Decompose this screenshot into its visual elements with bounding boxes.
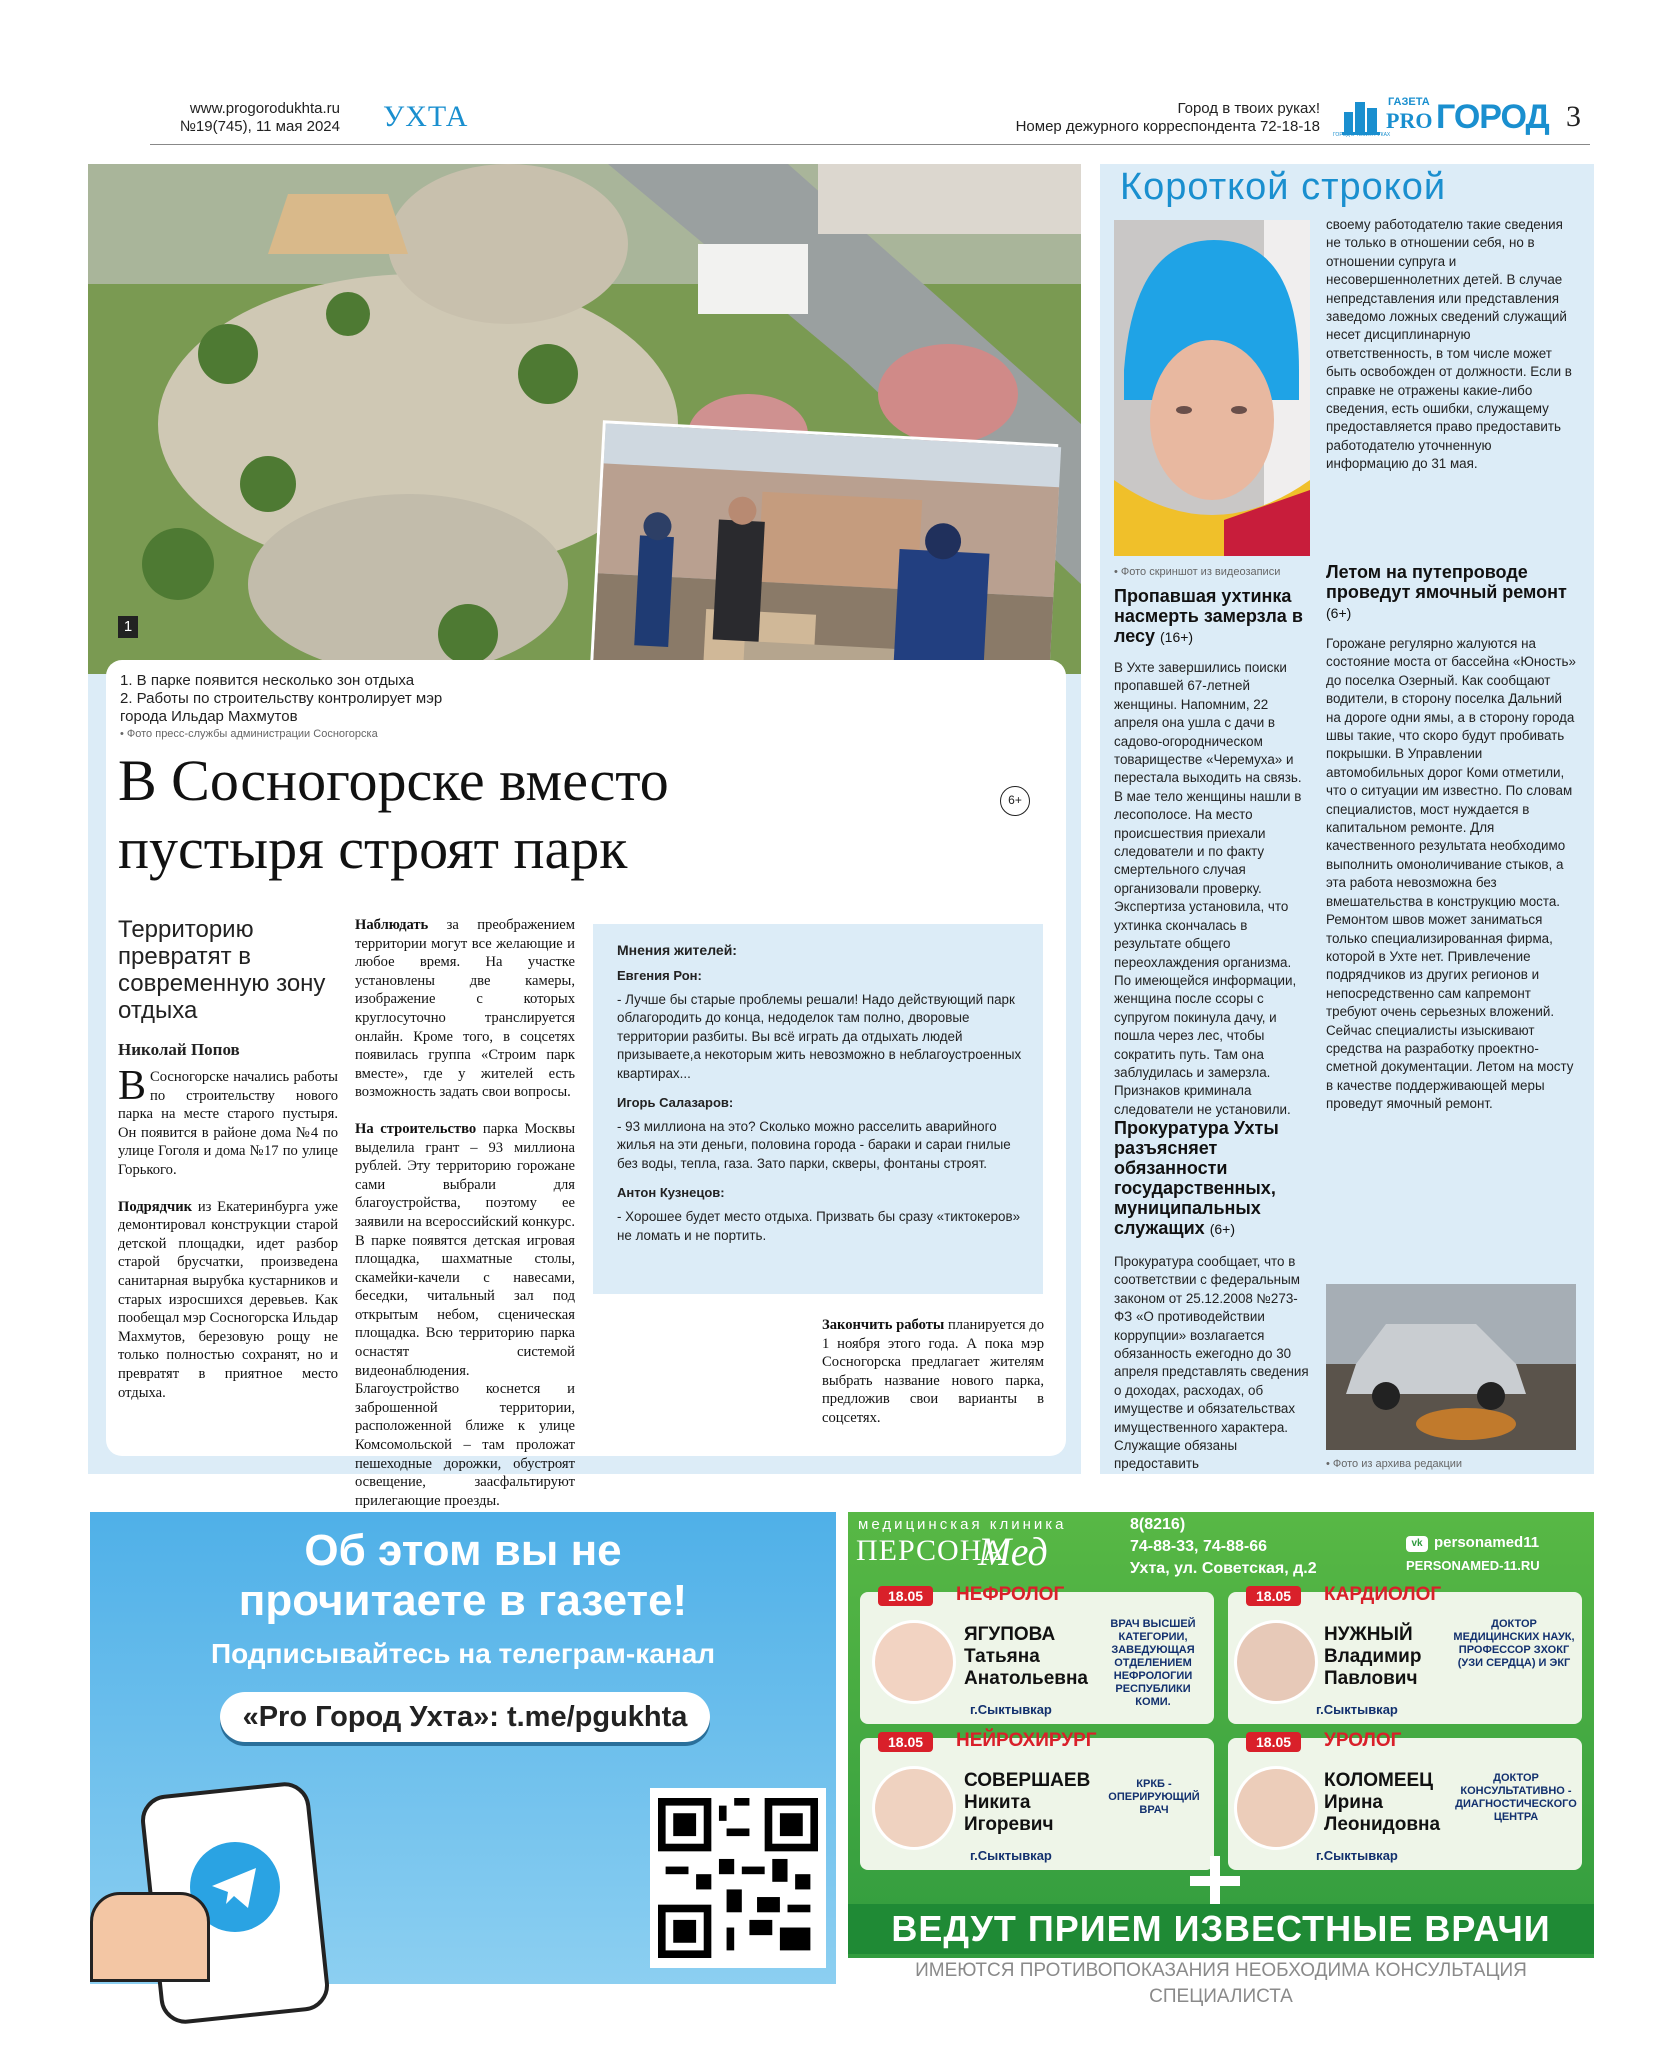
vk-icon: vk bbox=[1406, 1536, 1428, 1552]
site-url[interactable]: www.progorodukhta.ru bbox=[189, 100, 340, 117]
qr-code[interactable] bbox=[650, 1788, 826, 1968]
logo-pro: PRO bbox=[1386, 108, 1433, 133]
header-rule bbox=[150, 144, 1590, 145]
c4: планируется до 1 ноября этого года. А пока мэр Сосногорска предлагает жителям выбрать название нового парка, предложив свои варианты в соцсетях. bbox=[822, 1317, 1044, 1426]
article-lead: Территорию превратят в современную зону отдыха bbox=[118, 916, 326, 1024]
med-disclaimer: ИМЕЮТСЯ ПРОТИВОПОКАЗАНИЯ НЕОБХОДИМА КОНСУЛЬТАЦИЯ СПЕЦИАЛИСТА bbox=[848, 1958, 1594, 1984]
news3-title: Летом на путепроводе проведут ямочный ремонт bbox=[1326, 562, 1567, 602]
tg-channel-link[interactable]: «Pro Город Ухта»: t.me/pgukhta bbox=[220, 1692, 710, 1742]
headline-line1: В Сосногорске вместо bbox=[118, 748, 669, 813]
news3-age: (6+) bbox=[1326, 605, 1352, 621]
article-col4 bbox=[822, 1316, 1044, 1446]
photo-car bbox=[1326, 1284, 1576, 1450]
op3-name: Антон Кузнецов: bbox=[617, 1185, 725, 1201]
doctor-4-spec: УРОЛОГ bbox=[1324, 1730, 1402, 1751]
c1-p2: из Екатеринбурга уже демонтировал конструкции старой детской площадки, идет разбор старой брусчатки, произведена санитарная вырубка кустарников и старых изросшихся деревьев. Как пообещал мэр Сосногорска Ильдар Махмутов, березовую рощу не только полностью сохранят, но и превратят в приятное место отдыха. bbox=[118, 1198, 338, 1401]
doctor-4-info: ДОКТОР КОНСУЛЬТАТИВНО - ДИАГНОСТИЧЕСКОГО ЦЕНТРА bbox=[1455, 1772, 1577, 1823]
doctor-3-photo bbox=[872, 1766, 956, 1850]
tg-line2: прочитаете в газете! bbox=[238, 1576, 688, 1625]
age-badge: 6+ bbox=[1000, 786, 1030, 816]
woman-photo-credit: • Фото скриншот из видеозаписи bbox=[1114, 566, 1281, 578]
issue-info: №19(745), 11 мая 2024 bbox=[179, 118, 340, 135]
c2-p2-bold: На строительство bbox=[355, 1120, 477, 1137]
c4-bold: Закончить работы bbox=[822, 1317, 945, 1333]
doctor-1-name: ЯГУПОВА Татьяна Анатольевна bbox=[964, 1624, 1088, 1689]
doctor-4-city: г.Сыктывкар bbox=[1316, 1848, 1398, 1863]
news3-text: Горожане регулярно жалуются на состояние моста от бассейна «Юность» до поселка Озерный. Как сообщают водители, в сторону поселка Дальний на дороге одни ямы, а в сторону города швы такие, что скоро будут пробивать покрышки. В Управлении автомобильных дорог Коми отметили, что о ситуации им известно. По словам специалистов, мост нуждается в капитальном ремонте. Для качественного результата необходимо выполнить омоноличивание стыков, а эта работа невозможна без вмешательства в конструкцию моста. Ремонтом швов может заниматься только специализированная фирма, которой в Ухте нет. Привлечение подрядчиков из других регионов и непосредственно сам капремонт требуют очень серьезных вложений. Сейчас специалисты изыскивают средства на разработку проектно-сметной документации. Летом на мосту в качестве поддерживающей меры проведут ямочный ремонт. bbox=[1326, 636, 1576, 1112]
doctor-2-info: ДОКТОР МЕДИЦИНСКИХ НАУК, ПРОФЕССОР ЗХОКГ (УЗИ СЕРДЦА) И ЭКГ bbox=[1453, 1618, 1575, 1669]
clinic-name1: ПЕРСОНА bbox=[856, 1534, 1006, 1567]
c2-p2: парка Москвы выделила грант – 93 миллиона рублей. Эту территорию горожане сами выбрали для благоустройства, поэтому ее заявили на всероссийский конкурс. В парке появятся детская игровая площадка, шахматные столы, скамейки-качели с навесами, беседки, читальный зал под открытым небом, сценическая площадка. Всю территорию парка оснастят системой видеонаблюдения. Благоустройство коснется и заброшенной территории, расположенной ближе к улице Комсомольской – там проложат пешеходные дорожки, обустроят освещение, заасфальтируют прилегающие проезды. bbox=[355, 1120, 576, 1509]
doctor-3-spec: НЕЙРОХИРУРГ bbox=[956, 1730, 1097, 1751]
doctor-1-photo bbox=[872, 1620, 956, 1704]
logo-gorod: ГОРОД bbox=[1436, 98, 1549, 136]
opinions-box bbox=[593, 924, 1043, 1294]
op2-text: - 93 миллиона на это? Сколько можно расселить аварийного жилья на эти деньги, половина города - бараки и сараи гнилые без воды, тепла, газа. Зато парки, скверы, фонтаны строят. bbox=[617, 1119, 1011, 1171]
doctor-1-info: ВРАЧ ВЫСШЕЙ КАТЕГОРИИ, ЗАВЕДУЮЩАЯ ОТДЕЛЕНИЕМ НЕФРОЛОГИИ РЕСПУБЛИКИ КОМИ. bbox=[1110, 1618, 1196, 1708]
caption-1: 1. В парке появится несколько зон отдыха bbox=[120, 672, 415, 689]
news2 bbox=[1114, 1118, 1310, 1474]
doctor-1-spec: НЕФРОЛОГ bbox=[956, 1584, 1065, 1605]
article-col2 bbox=[355, 916, 576, 1509]
news2-title: Прокуратура Ухты разъясняет обязанности государственных, муниципальных служащих bbox=[1114, 1118, 1279, 1238]
caption-3: города Ильдар Махмутов bbox=[120, 708, 298, 725]
car-photo-credit: • Фото из архива редакции bbox=[1326, 1458, 1463, 1470]
clinic-site[interactable]: PERSONAMED-11.RU bbox=[1406, 1558, 1540, 1573]
c1-p2-bold: Подрядчик bbox=[118, 1198, 193, 1215]
doctor-2-date: 18.05 bbox=[1246, 1586, 1301, 1606]
doctor-card-4 bbox=[1228, 1730, 1582, 1870]
c2-p1-bold: Наблюдать bbox=[355, 917, 429, 933]
doctor-3-city: г.Сыктывкар bbox=[970, 1848, 1052, 1863]
opinions-title: Мнения жителей: bbox=[617, 942, 737, 958]
doctor-2-photo bbox=[1234, 1620, 1318, 1704]
medical-ad[interactable] bbox=[848, 1512, 1594, 2007]
news2-text: Прокуратура сообщает, что в соответствии с федеральным законом от 25.12.2008 №273-ФЗ «О противодействии коррупции» возлагается обязанность ежегодно до 30 апреля представлять сведения о доходах, расходах, об имуществе и обязательствах имущественного характера. Служащие обязаны предоставить bbox=[1114, 1254, 1309, 1472]
telegram-ad[interactable] bbox=[90, 1512, 836, 1984]
city-label: УХТА bbox=[383, 100, 469, 133]
article-author: Николай Попов bbox=[118, 1040, 240, 1059]
doctor-2-spec: КАРДИОЛОГ bbox=[1324, 1584, 1442, 1605]
clinic-address: Ухта, ул. Советская, д.2 bbox=[1130, 1560, 1317, 1577]
logo-small: ГАЗЕТА bbox=[1388, 96, 1430, 108]
doctor-4-photo bbox=[1234, 1766, 1318, 1850]
caption-2: 2. Работы по строительству контролирует мэр bbox=[120, 690, 443, 707]
c1-p1: Сосногорске начались работы по строительству нового парка на месте старого пустыря. Он появится в районе дома №4 по улице Гоголя и дома №17 по улице Горького. bbox=[118, 1069, 338, 1178]
doctor-card-3 bbox=[860, 1730, 1214, 1870]
news1-text: В Ухте завершились поиски пропавшей 67-летней женщины. Напомним, 22 апреля она ушла с дачи в садово-огородническом товариществе «Черемуха» и перестала выходить на связь. В мае тело женщины нашли в лесополосе. На место происшествия приехали следователи и по факту смертельного случая организовали проверку. Экспертиза установила, что ухтинка скончалась в результате общего переохлаждения организма. По имеющейся информации, женщина после ссоры с супругом покинула дачу, и пошла через лес, чтобы сократить путь. Там она заблудилась и замерзла. Признаков криминала следователи не установили. bbox=[1114, 660, 1302, 1117]
news2-continued: своему работодателю такие сведения не только в отношении себя, но в отношении супруга и несовершеннолетних детей. В случае непредставления или представления заведомо ложных сведений служащий несет дисциплинарную ответственность, в том числе может быть освобожден от должности. Если в справке не отражены какие-либо сведения, есть ошибки, служащему предоставляется право предоставить работодателю уточненную информацию до 31 мая. bbox=[1326, 217, 1572, 472]
plus-icon bbox=[1190, 1856, 1240, 1906]
page-number: 3 bbox=[1566, 100, 1581, 133]
logo-icon bbox=[1340, 94, 1382, 136]
doctor-3-name: СОВЕРШАЕВ Никита Игоревич bbox=[964, 1770, 1091, 1835]
news3 bbox=[1326, 562, 1576, 1114]
c2-p1: за преображением территории могут все желающие и любое время. На участке установлены две камеры, изображение с которых круглосуточно транслируется онлайн. Кроме того, в соцсетях появилась группа «Строим парк вместе», где у жителей есть возможность задать свои вопросы. bbox=[355, 917, 575, 1101]
clinic-vk[interactable]: personamed11 bbox=[1434, 1534, 1540, 1551]
news2-age: (6+) bbox=[1209, 1221, 1236, 1237]
news1-age: (16+) bbox=[1160, 629, 1194, 645]
logo-subtitle: ГОРОД В ТВОИХ РУКАХ bbox=[1333, 132, 1391, 138]
doctor-3-info: КРКБ - ОПЕРИРУЮЩИЙ ВРАЧ bbox=[1108, 1778, 1200, 1816]
doctor-2-city: г.Сыктывкар bbox=[1316, 1702, 1398, 1717]
photo1-number: 1 bbox=[118, 616, 138, 638]
clinic-phones[interactable]: 74-88-33, 74-88-66 bbox=[1130, 1538, 1267, 1555]
doctor-3-date: 18.05 bbox=[878, 1732, 933, 1752]
hand-illustration bbox=[90, 1892, 210, 1982]
news1-title: Пропавшая ухтинка насмерть замерзла в лесу bbox=[1114, 586, 1303, 646]
photo-woman bbox=[1114, 220, 1310, 556]
photo-credit: • Фото пресс-службы администрации Сосногорска bbox=[120, 728, 378, 740]
op2-name: Игорь Салазаров: bbox=[617, 1095, 734, 1111]
clinic-phone-code: 8(8216) bbox=[1130, 1516, 1186, 1533]
doctor-card-1 bbox=[860, 1584, 1214, 1724]
sidebar-title: Короткой строкой bbox=[1120, 166, 1447, 208]
dropcap: В bbox=[118, 1063, 147, 1109]
header-slogan: Город в твоих руках! bbox=[1177, 100, 1320, 117]
news1 bbox=[1114, 586, 1310, 1119]
doctor-1-city: г.Сыктывкар bbox=[970, 1702, 1052, 1717]
doctor-2-name: НУЖНЫЙ Владимир Павлович bbox=[1324, 1624, 1422, 1689]
doctor-4-date: 18.05 bbox=[1246, 1732, 1301, 1752]
med-slogan: ВЕДУТ ПРИЕМ ИЗВЕСТНЫЕ ВРАЧИ bbox=[848, 1904, 1594, 1954]
clinic-name2: Мед bbox=[978, 1529, 1048, 1574]
doctor-4-name: КОЛОМЕЕЦ Ирина Леонидовна bbox=[1324, 1770, 1441, 1835]
headline-line2: пустыря строят парк bbox=[118, 816, 628, 881]
doctor-card-2 bbox=[1228, 1584, 1582, 1724]
clinic-top: медицинская клиника bbox=[858, 1516, 1067, 1533]
article-col1 bbox=[118, 916, 338, 1420]
op3-text: - Хорошее будет место отдыха. Призвать бы сразу «тиктокеров» не ломать и не портить. bbox=[617, 1209, 1021, 1243]
op1-text: - Лучше бы старые проблемы решали! Надо действующий парк облагородить до конца, недоделок там полно, дворовые территории разбиты. Вы всё играть да отдыхать людей призываете,а некоторым жить невозможно в неблагоустроенных квартирах... bbox=[617, 992, 1022, 1081]
op1-name: Евгения Рон: bbox=[617, 968, 702, 983]
tg-line3: Подписывайтесь на телеграм-канал bbox=[210, 1638, 716, 1669]
doctor-1-date: 18.05 bbox=[878, 1586, 933, 1606]
tg-line1: Об этом вы не bbox=[304, 1526, 622, 1575]
header-phone: Номер дежурного корреспондента 72-18-18 bbox=[1015, 118, 1320, 135]
